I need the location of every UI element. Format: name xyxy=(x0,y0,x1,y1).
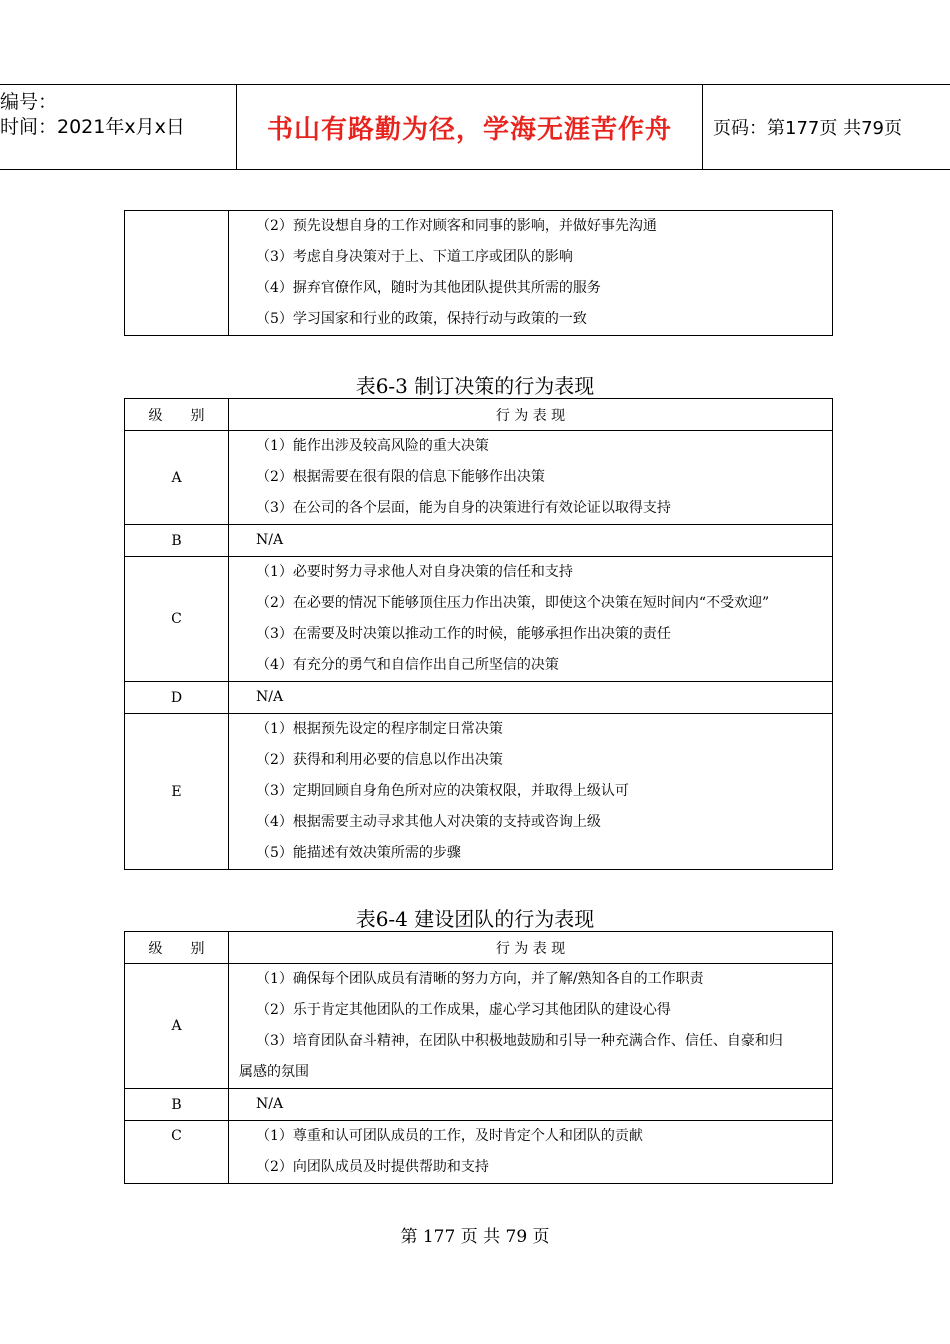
table-row xyxy=(125,682,833,714)
table-6-3 xyxy=(124,398,833,870)
page-footer: 第 177 页 共 79 页 xyxy=(400,1227,550,1247)
list-item: （1）尊重和认可团队成员的工作，及时肯定个人和团队的贡献 xyxy=(256,1128,643,1144)
behavior-cell xyxy=(229,211,833,336)
behavior-cell xyxy=(229,431,833,525)
motto-text: 书山有路勤为径，学海无涯苦作舟 xyxy=(266,114,672,145)
list-item: （5）能描述有效决策所需的步骤 xyxy=(256,845,461,861)
table-row xyxy=(125,431,833,525)
level-cell xyxy=(125,211,229,336)
table-6-3-caption: 表6-3 制订决策的行为表现 xyxy=(355,374,595,398)
list-item: （3）在公司的各个层面，能为自身的决策进行有效论证以取得支持 xyxy=(256,500,671,516)
level-b: B xyxy=(125,1089,229,1121)
list-item: （2）在必要的情况下能够顶住压力作出决策，即使这个决策在短时间内“不受欢迎” xyxy=(256,595,770,611)
list-item: （2）获得和利用必要的信息以作出决策 xyxy=(256,752,503,768)
table-row xyxy=(125,964,833,1089)
behavior-cell xyxy=(229,682,833,714)
behavior-cell xyxy=(229,964,833,1089)
list-item: （1）必要时努力寻求他人对自身决策的信任和支持 xyxy=(256,564,573,580)
level-a: A xyxy=(125,431,229,525)
behavior-cell xyxy=(229,525,833,557)
list-item: （2）预先设想自身的工作对顾客和同事的影响，并做好事先沟通 xyxy=(256,218,657,234)
table-row xyxy=(125,557,833,682)
level-e: E xyxy=(125,714,229,870)
table-6-4 xyxy=(124,931,833,1184)
column-header-behavior: 行 为 表 现 xyxy=(229,399,833,431)
header-meta-cell xyxy=(0,85,237,169)
behavior-cell xyxy=(229,714,833,870)
header-motto-cell xyxy=(237,85,703,169)
table-row xyxy=(125,525,833,557)
list-item: （3）定期回顾自身角色所对应的决策权限，并取得上级认可 xyxy=(256,783,629,799)
behavior-cell xyxy=(229,1121,833,1184)
na-text: N/A xyxy=(256,532,284,548)
table-6-4-caption: 表6-4 建设团队的行为表现 xyxy=(355,907,595,931)
list-item: （4）有充分的勇气和自信作出自己所坚信的决策 xyxy=(256,657,559,673)
list-item: （3）考虑自身决策对于上、下道工序或团队的影响 xyxy=(256,249,573,265)
na-text: N/A xyxy=(256,689,284,705)
list-item: （1）能作出涉及较高风险的重大决策 xyxy=(256,438,489,454)
list-item: （1）根据预先设定的程序制定日常决策 xyxy=(256,721,503,737)
list-item: （2）向团队成员及时提供帮助和支持 xyxy=(256,1159,489,1175)
page-header xyxy=(0,84,950,170)
list-item: （4）摒弃官僚作风，随时为其他团队提供其所需的服务 xyxy=(256,280,601,296)
table-header-row xyxy=(125,399,833,431)
level-c: C xyxy=(125,557,229,682)
list-item: （3）培育团队奋斗精神，在团队中积极地鼓励和引导一种充满合作、信任、自豪和归 xyxy=(256,1033,783,1049)
list-item: （2）乐于肯定其他团队的工作成果，虚心学习其他团队的建设心得 xyxy=(256,1002,671,1018)
table-row xyxy=(125,1089,833,1121)
level-b: B xyxy=(125,525,229,557)
header-page-cell xyxy=(703,85,950,169)
level-a: A xyxy=(125,964,229,1089)
table-header-row xyxy=(125,932,833,964)
time-label: 时间：2021年x月x日 xyxy=(0,116,185,138)
list-item-continuation: 属感的氛围 xyxy=(239,1064,309,1080)
number-label: 编号： xyxy=(0,91,58,113)
table-continued xyxy=(124,210,833,336)
list-item: （4）根据需要主动寻求其他人对决策的支持或咨询上级 xyxy=(256,814,601,830)
list-item: （2）根据需要在很有限的信息下能够作出决策 xyxy=(256,469,545,485)
column-header-level: 级 别 xyxy=(125,399,229,431)
list-item: （3）在需要及时决策以推动工作的时候，能够承担作出决策的责任 xyxy=(256,626,671,642)
behavior-cell xyxy=(229,1089,833,1121)
level-c-label: C xyxy=(171,1128,182,1144)
level-d: D xyxy=(125,682,229,714)
behavior-cell xyxy=(229,557,833,682)
list-item: （1）确保每个团队成员有清晰的努力方向，并了解/熟知各自的工作职责 xyxy=(256,971,704,987)
list-item: （5）学习国家和行业的政策，保持行动与政策的一致 xyxy=(256,311,587,327)
column-header-level: 级 别 xyxy=(125,932,229,964)
header-page-info: 页码：第177页 共79页 xyxy=(713,118,902,139)
column-header-behavior: 行 为 表 现 xyxy=(229,932,833,964)
table-row xyxy=(125,1121,833,1184)
level-c xyxy=(125,1121,229,1184)
na-text: N/A xyxy=(256,1096,284,1112)
table-row xyxy=(125,714,833,870)
